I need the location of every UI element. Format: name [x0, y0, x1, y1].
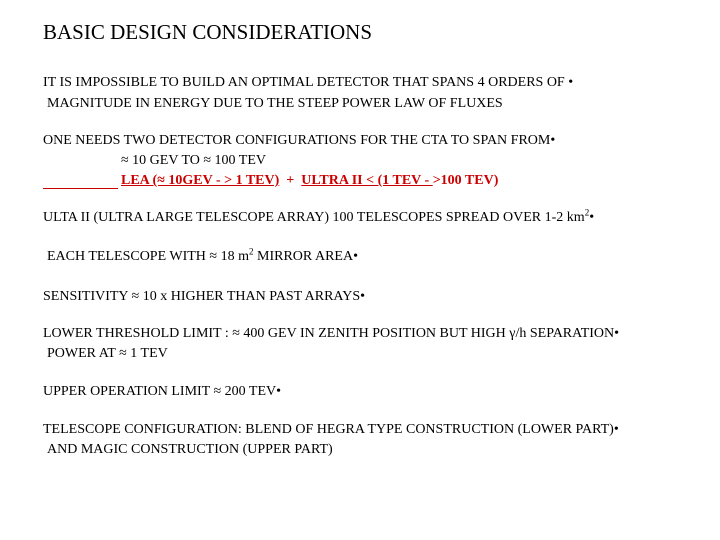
paragraph-configuration-line1: TELESCOPE CONFIGURATION: BLEND OF HEGRA TYPE CONSTRUCTION (LOWER PART)• [43, 422, 619, 437]
paragraph-impossible-line1: IT IS IMPOSSIBLE TO BUILD AN OPTIMAL DETECTOR THAT SPANS 4 ORDERS OF • [43, 75, 574, 90]
paragraph-threshold-line1: LOWER THRESHOLD LIMIT : ≈ 400 GEV IN ZENITH POSITION BUT HIGH γ/h SEPARATION• [43, 326, 620, 341]
paragraph-configuration-line2: AND MAGIC CONSTRUCTION (UPPER PART) [47, 442, 333, 457]
plus-sign: + [279, 173, 302, 188]
mirror-text: EACH TELESCOPE WITH ≈ 18 m [47, 249, 249, 264]
ulta-text: ULTA II (ULTRA LARGE TELESCOPE ARRAY) 100 TELESCOPES SPREAD OVER 1-2 km [43, 210, 585, 225]
paragraph-threshold-line2: POWER AT ≈ 1 TEV [47, 346, 168, 361]
ulta-bullet: • [589, 210, 595, 225]
paragraph-sensitivity: SENSITIVITY ≈ 10 x HIGHER THAN PAST ARRAYS• [43, 289, 366, 304]
ultra-range: ULTRA II < (1 TEV - [301, 173, 433, 188]
paragraph-mirror [47, 248, 358, 265]
paragraph-two-configs-line1: ONE NEEDS TWO DETECTOR CONFIGURATIONS FOR THE CTA TO SPAN FROM• [43, 133, 556, 148]
paragraph-two-configs-line2: ≈ 10 GEV TO ≈ 100 TEV [121, 153, 267, 168]
mirror-superscript: 2 [249, 246, 254, 257]
ulta-superscript: 2 [584, 207, 590, 218]
paragraph-ulta [43, 209, 594, 226]
mirror-rest: MIRROR AREA• [253, 249, 358, 264]
slide-title: BASIC DESIGN CONSIDERATIONS [43, 20, 373, 44]
paragraph-two-configs-line3 [121, 172, 498, 189]
lea-range: LEA (≈ 10GEV - > 1 TEV) [121, 173, 280, 188]
red-underline-indent [43, 188, 118, 189]
paragraph-upper-limit: UPPER OPERATION LIMIT ≈ 200 TEV• [43, 384, 282, 399]
paragraph-impossible-line2: MAGNITUDE IN ENERGY DUE TO THE STEEP POWER LAW OF FLUXES [47, 96, 503, 111]
ultra-range-end: >100 TEV) [432, 173, 499, 188]
